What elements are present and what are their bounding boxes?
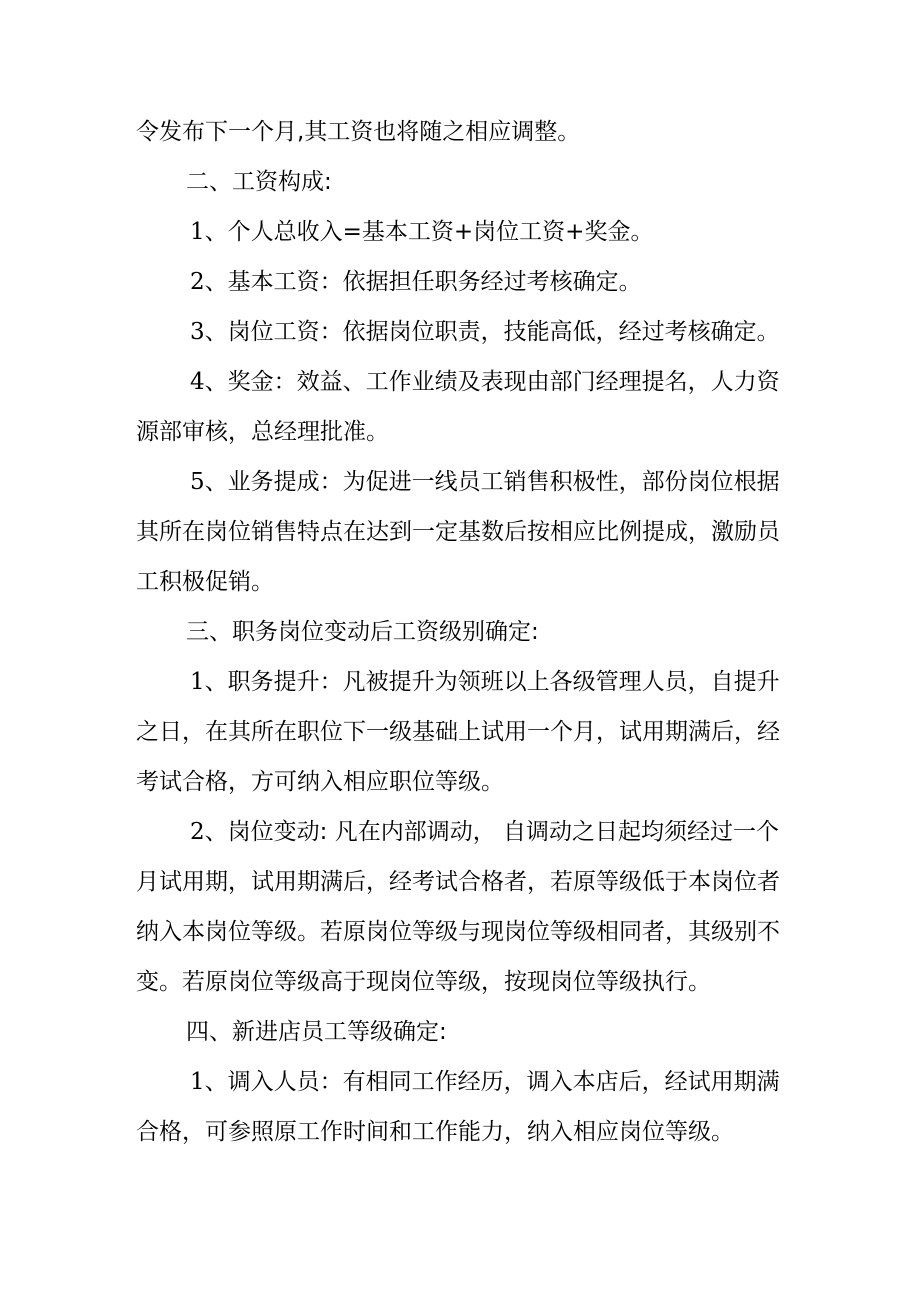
text: 源部审核，总经理批准。 [136,419,389,445]
list-item-3-1-cont [136,714,780,750]
text: 纳入本岗位等级。若原岗位等级与现岗位等级相同者，其级别不 [136,919,780,945]
text: 合格，可参照原工作时间和工作能力，纳入相应岗位等级。 [136,1119,734,1145]
text: 、岗位工资：依据岗位职责，技能高低，经过考核确定。 [204,319,780,345]
list-item-2-1 [190,214,653,250]
list-item-3-1 [190,664,780,700]
section-heading-4 [186,1014,447,1050]
text: 二、工资构成: [186,169,332,195]
list-item-4-1-cont [136,1114,734,1150]
list-item-3-2-cont [136,914,780,950]
text: 、调入人员：有相同工作经历，调入本店后，经试用期满 [204,1069,780,1095]
list-item-2-5 [190,464,780,500]
item-number: 1 [190,219,205,245]
section-heading-2 [186,164,332,200]
item-number: 5 [190,469,205,495]
text: 、基本工资：依据担任职务经过考核确定。 [204,269,642,295]
list-item-2-2 [190,264,642,300]
list-item-3-2-cont [136,964,711,1000]
list-item-4-1 [190,1064,780,1100]
text: 月试用期，试用期满后，经考试合格者，若原等级低于本岗位者 [136,869,780,895]
list-item-2-3 [190,314,780,350]
item-number: 3 [190,319,205,345]
text: 之日，在其所在职位下一级基础上试用一个月，试用期满后，经 [136,719,780,745]
text: 令发布下一个月,其工资也将随之相应调整。 [136,119,581,145]
text: 四、新进店员工等级确定: [186,1019,447,1045]
text: 其所在岗位销售特点在达到一定基数后按相应比例提成，激励员 [136,519,780,545]
text: 变。若原岗位等级高于现岗位等级，按现岗位等级执行。 [136,969,711,995]
text: 考试合格，方可纳入相应职位等级。 [136,769,504,795]
list-item-3-2 [190,814,779,850]
item-number: 2 [190,269,205,295]
text: 、奖金：效益、工作业绩及表现由部门经理提名，人力资 [204,369,780,395]
text: 、业务提成：为促进一线员工销售积极性，部份岗位根据 [204,469,780,495]
text: 、岗位变动: 凡在内部调动， 自调动之日起均须经过一个 [204,819,780,845]
item-number: 4 [190,369,205,395]
text: 、职务提升：凡被提升为领班以上各级管理人员，自提升 [204,669,780,695]
text: 、个人总收入=基本工资+岗位工资+奖金。 [204,219,654,245]
section-heading-3 [186,614,539,650]
text: 工积极促销。 [136,569,274,595]
item-number: 1 [190,669,205,695]
list-item-2-5-cont [136,564,274,600]
item-number: 1 [190,1069,205,1095]
list-item-3-2-cont [136,864,780,900]
list-item-2-4-cont [136,414,389,450]
list-item-2-5-cont [136,514,780,550]
paragraph-continuation [136,114,580,150]
list-item-2-4 [190,364,780,400]
item-number: 2 [190,819,205,845]
text: 三、职务岗位变动后工资级别确定: [186,619,539,645]
list-item-3-1-cont [136,764,504,800]
